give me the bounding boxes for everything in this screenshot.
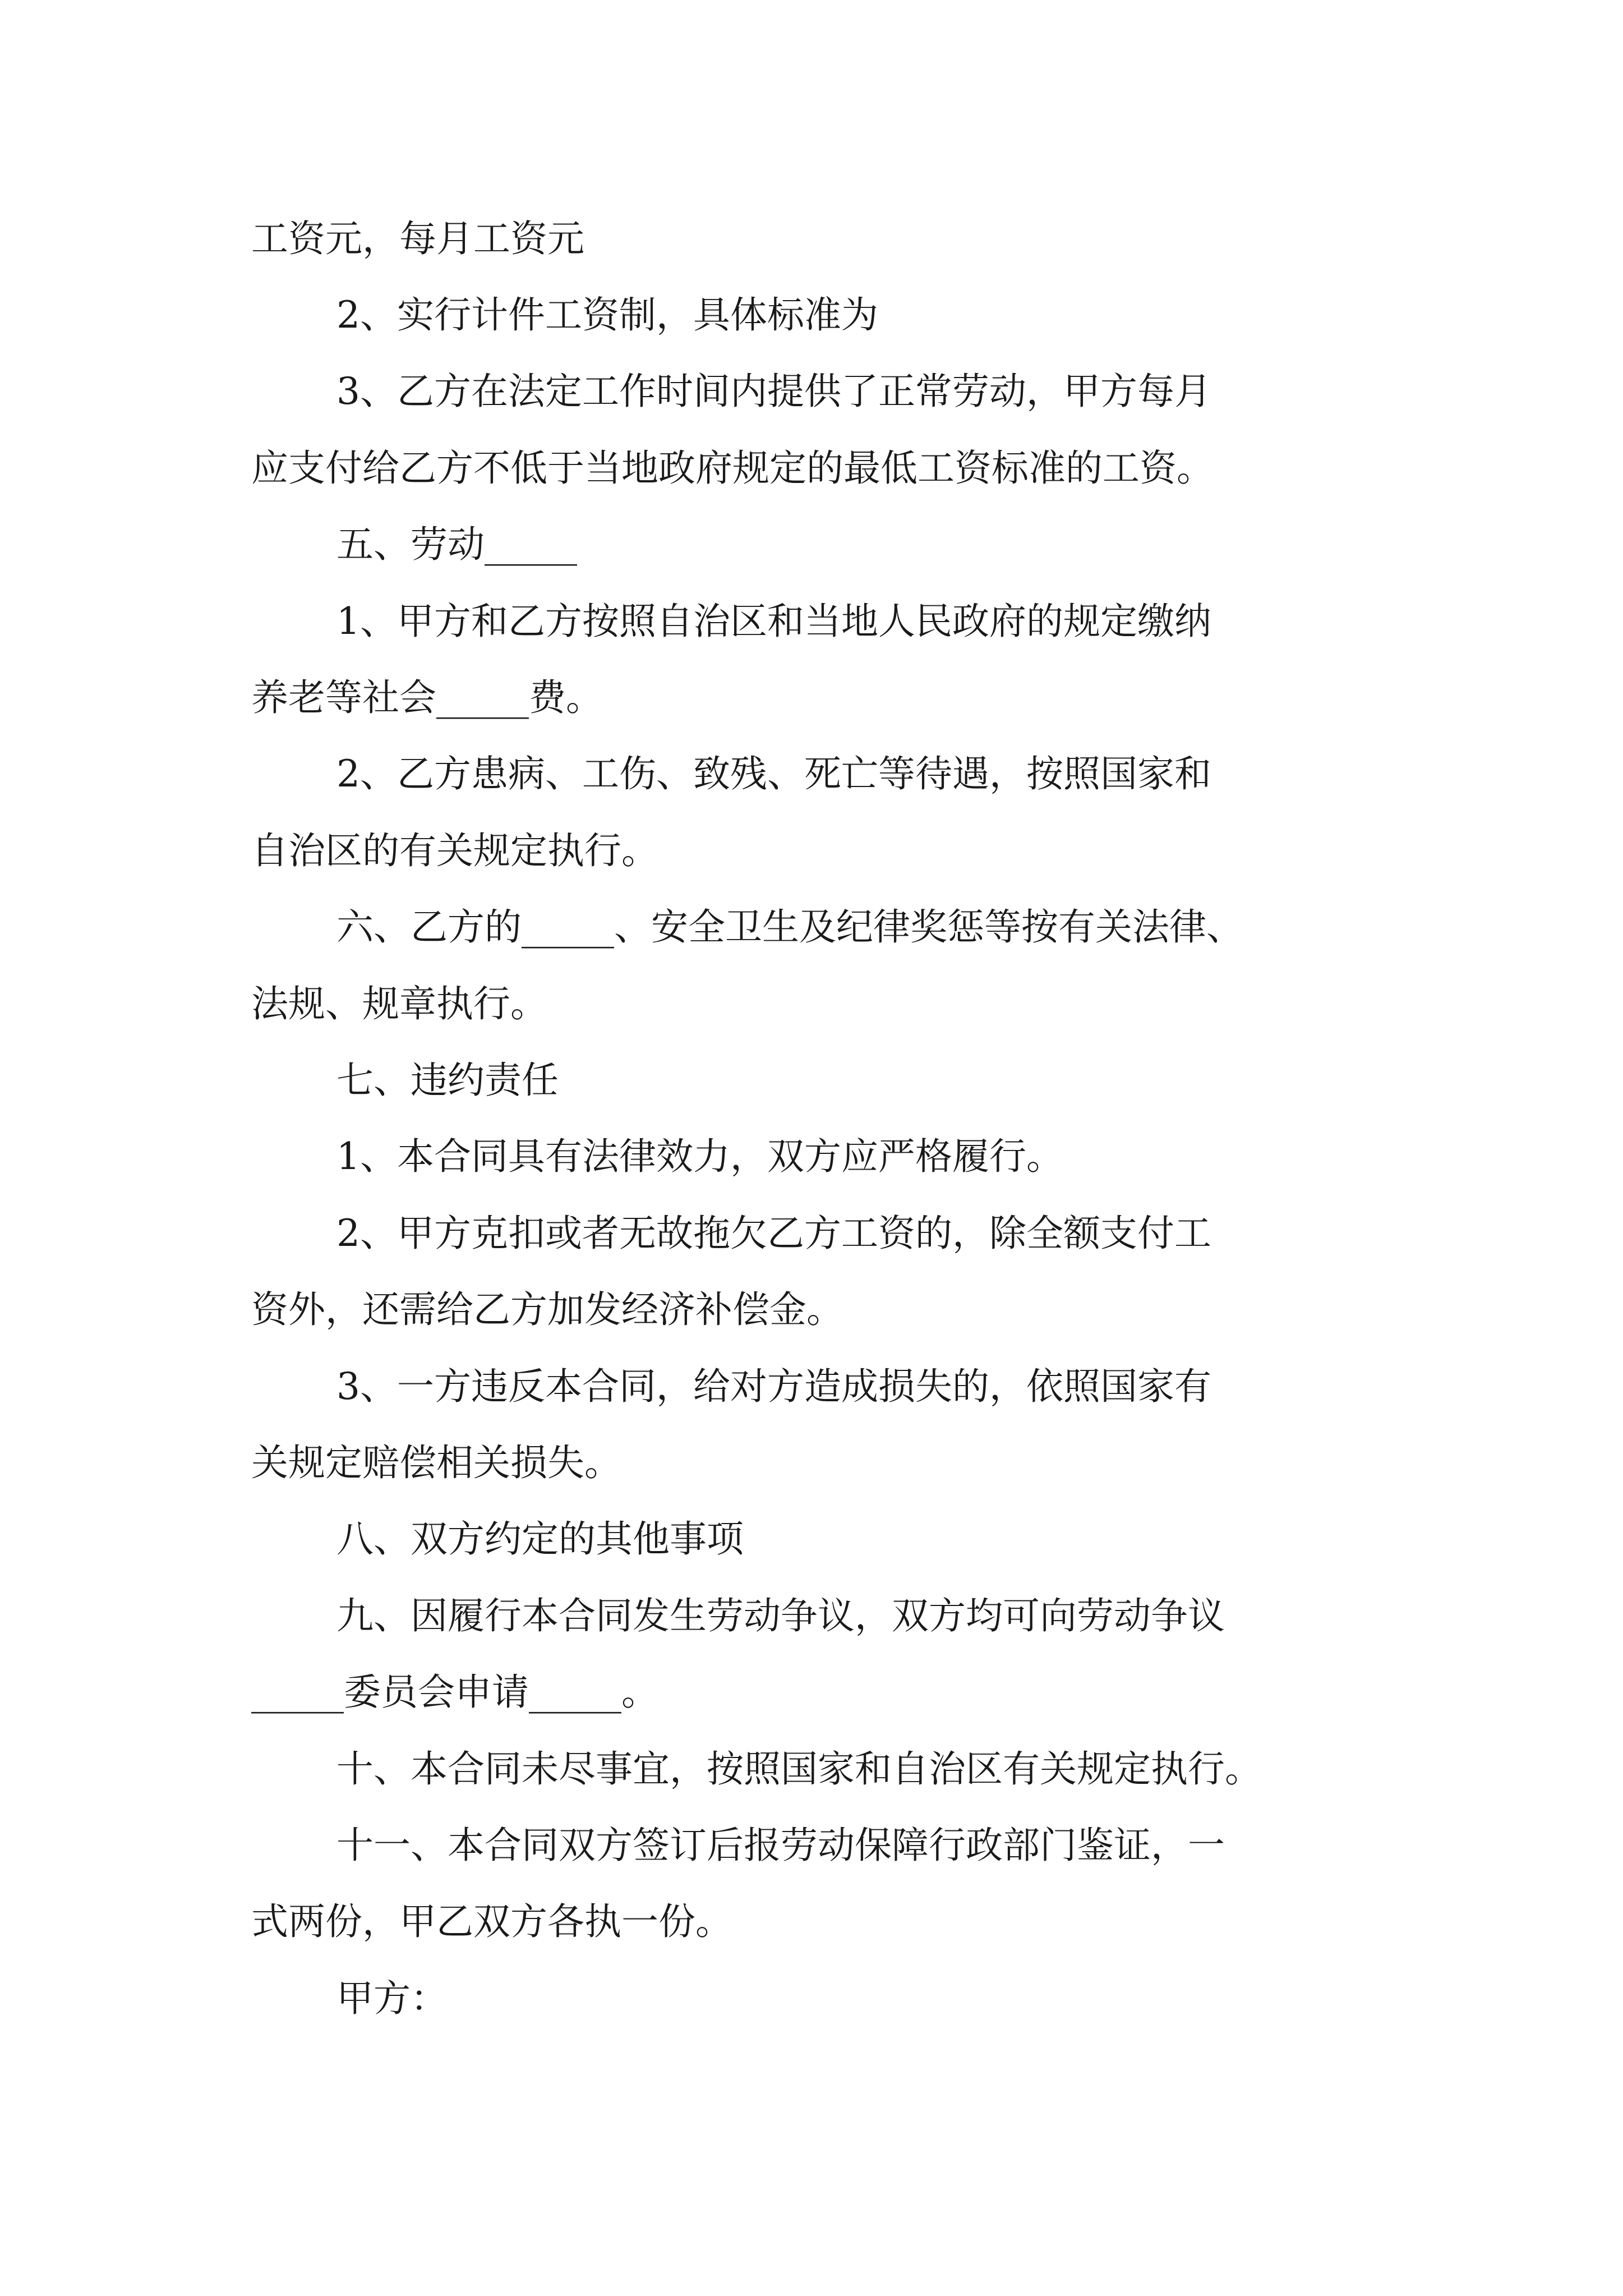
text-line: 1、甲方和乙方按照自治区和当地人民政府的规定缴纳 [336, 600, 1211, 643]
text-line: 3、乙方在法定工作时间内提供了正常劳动，甲方每月 [336, 370, 1211, 413]
section-heading: 九、因履行本合同发生劳动争议，双方均可向劳动争议 [336, 1594, 1225, 1637]
text-line: 自治区的有关规定执行。 [251, 829, 658, 872]
party-a-signature-label: 甲方： [336, 1977, 448, 2020]
text-line: 工资元，每月工资元 [251, 217, 584, 260]
text-line: 法规、规章执行。 [251, 982, 547, 1025]
section-heading: 五、劳动_____ [336, 523, 577, 566]
section-heading: 十一、本合同双方签订后报劳动保障行政部门鉴证，一 [336, 1824, 1225, 1867]
section-heading: 六、乙方的_____、安全卫生及纪律奖惩等按有关法律、 [336, 905, 1243, 949]
text-line: 式两份，甲乙双方各执一份。 [251, 1900, 732, 1943]
text-line: 2、乙方患病、工伤、致残、死亡等待遇，按照国家和 [336, 752, 1211, 795]
text-line: 2、甲方克扣或者无故拖欠乙方工资的，除全额支付工 [336, 1212, 1211, 1255]
text-line: _____委员会申请_____。 [251, 1671, 658, 1714]
text-line: 1、本合同具有法律效力，双方应严格履行。 [336, 1135, 1063, 1178]
section-heading: 十、本合同未尽事宜，按照国家和自治区有关规定执行。 [336, 1747, 1262, 1791]
section-heading: 八、双方约定的其他事项 [336, 1517, 744, 1561]
text-line: 3、一方违反本合同，给对方造成损失的，依照国家有 [336, 1365, 1211, 1408]
text-line: 关规定赔偿相关损失。 [251, 1441, 621, 1484]
text-line: 养老等社会_____费。 [251, 676, 603, 719]
text-line: 应支付给乙方不低于当地政府规定的最低工资标准的工资。 [251, 447, 1214, 490]
section-heading: 七、违约责任 [336, 1059, 559, 1102]
text-line: 资外，还需给乙方加发经济补偿金。 [251, 1288, 843, 1331]
text-line: 2、实行计件工资制，具体标准为 [336, 293, 878, 337]
